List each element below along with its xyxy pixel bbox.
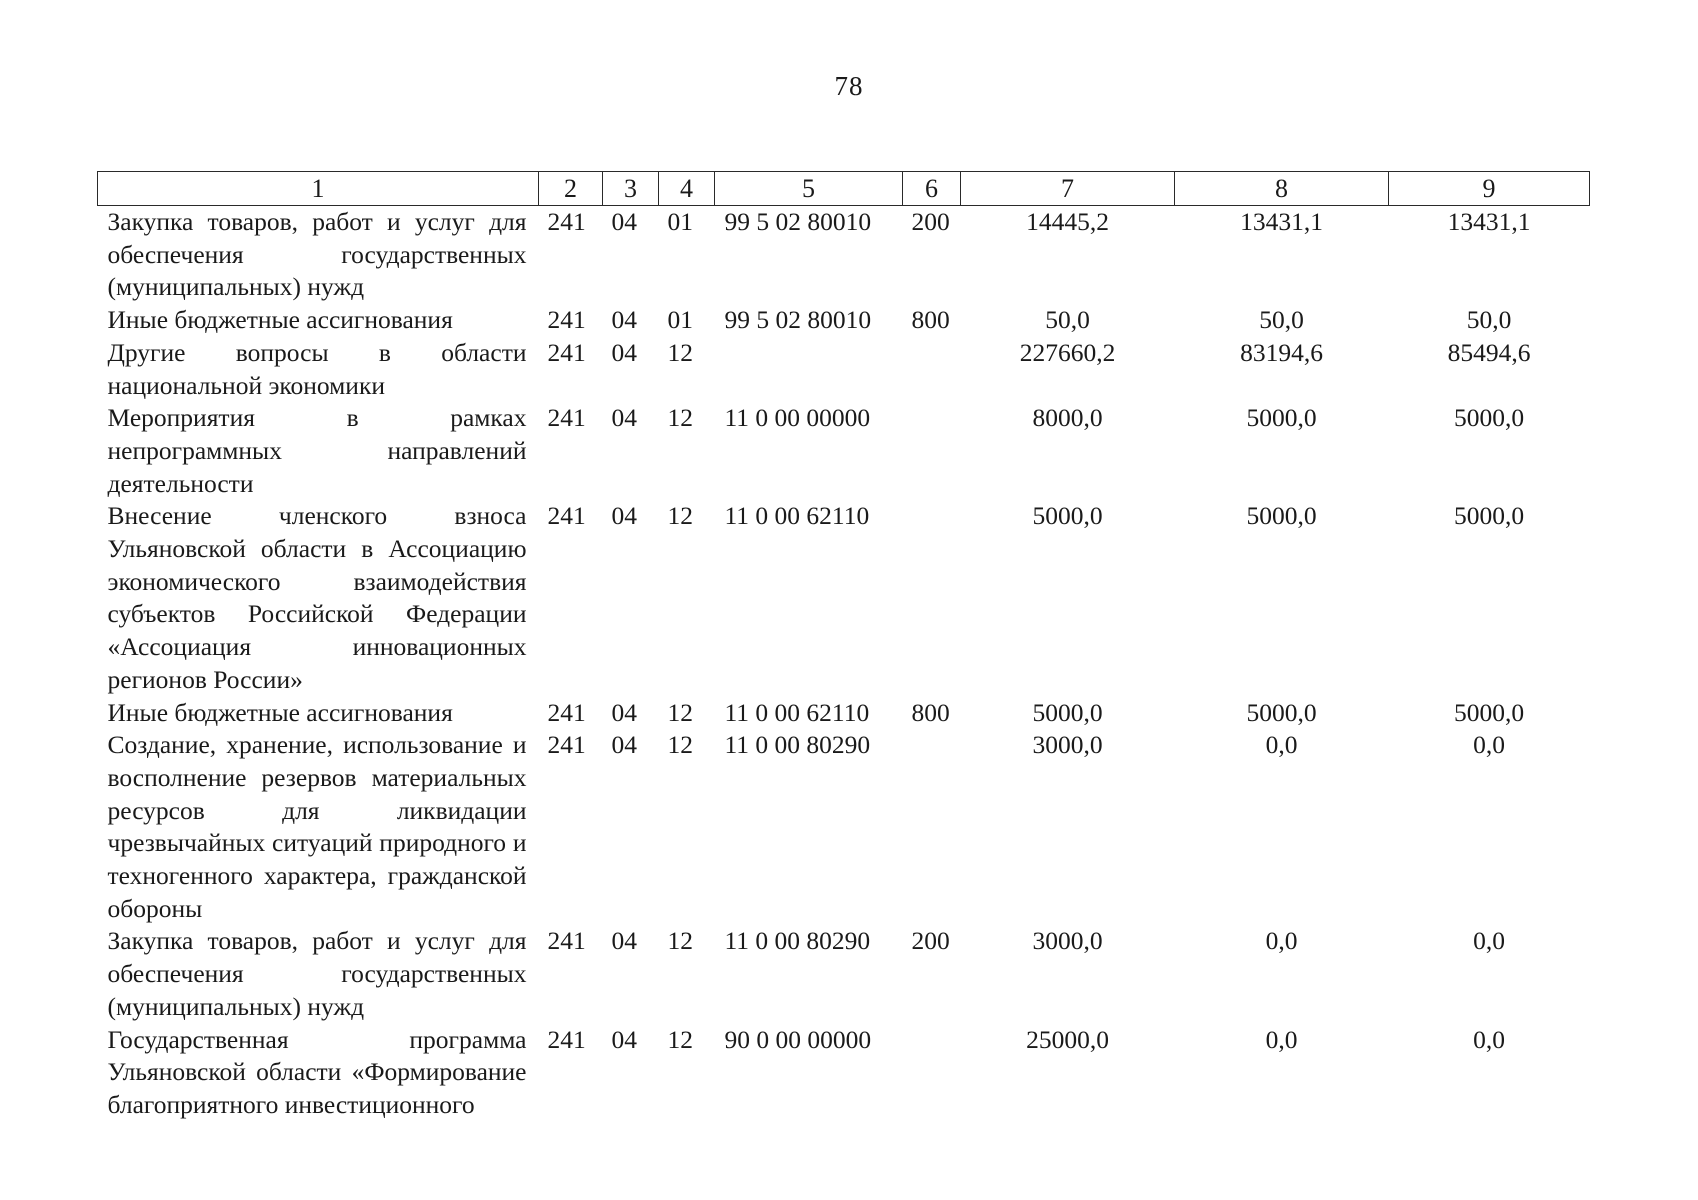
cell-y3: 5000,0 (1453, 403, 1525, 433)
cell-y3: 13431,1 (1447, 207, 1531, 236)
page-number-text: 78 (834, 71, 864, 101)
cell-vr: 800 (911, 305, 950, 335)
cell-cs (715, 337, 903, 402)
cell-cs: 11 0 00 00000 (724, 403, 871, 433)
cell-pr: 12 (667, 730, 693, 760)
cell-vr (903, 337, 961, 402)
header-cell-1: 1 (98, 172, 539, 206)
cell-rz: 04 (611, 337, 637, 367)
cell-gr: 241 (547, 1024, 586, 1054)
cell-y1: 3000,0 (1032, 926, 1103, 956)
cell-rz: 04 (611, 207, 637, 236)
header-cell-2: 2 (539, 172, 603, 206)
header-cell-5: 5 (715, 172, 903, 206)
cell-gr: 241 (547, 926, 586, 956)
table-row (98, 402, 1590, 500)
table-row (98, 697, 1590, 730)
cell-y2: 50,0 (1259, 305, 1304, 335)
cell-y3: 0,0 (1473, 1024, 1505, 1054)
table-row (98, 500, 1590, 696)
header-row (98, 172, 1590, 206)
cell-vr: 200 (911, 926, 950, 956)
cell-pr: 12 (667, 1024, 693, 1054)
cell-pr: 12 (667, 337, 693, 367)
cell-name: Другие вопросы в области национальной экономики (107, 337, 527, 400)
cell-rz: 04 (611, 697, 637, 727)
cell-cs: 11 0 00 80290 (724, 730, 871, 760)
table-row (98, 337, 1590, 402)
table-row (98, 729, 1590, 925)
cell-pr: 12 (667, 403, 693, 433)
budget-table (97, 171, 1590, 1122)
cell-name: Создание, хранение, использование и восполнение резервов материальных ресурсов для ликвидации чрезвычайных ситуаций природного и техногенного характера, гражданской обороны (107, 730, 527, 923)
cell-name: Закупка товаров, работ и услуг для обеспечения государственных (муниципальных) нужд (107, 207, 527, 302)
cell-y2: 0,0 (1265, 1024, 1298, 1054)
header-cell-8: 8 (1175, 172, 1389, 206)
cell-y3: 85494,6 (1447, 337, 1531, 367)
cell-rz: 04 (611, 926, 637, 956)
cell-rz: 04 (611, 730, 637, 760)
cell-y2: 13431,1 (1240, 207, 1323, 236)
cell-gr: 241 (547, 730, 586, 760)
cell-y2: 0,0 (1265, 926, 1298, 956)
cell-vr (903, 500, 961, 696)
cell-y3: 5000,0 (1453, 501, 1525, 531)
cell-pr: 12 (667, 697, 693, 727)
cell-y2: 5000,0 (1246, 501, 1317, 531)
cell-name: Мероприятия в рамках непрограммных направлений деятельности (107, 403, 527, 498)
cell-y2: 5000,0 (1246, 403, 1317, 433)
cell-pr: 12 (667, 501, 693, 531)
cell-pr: 01 (667, 305, 693, 335)
cell-gr: 241 (547, 403, 586, 433)
cell-gr: 241 (547, 501, 586, 531)
cell-rz: 04 (611, 501, 637, 531)
cell-cs: 90 0 00 00000 (724, 1024, 872, 1054)
header-cell-6: 6 (903, 172, 961, 206)
cell-y2: 83194,6 (1240, 337, 1323, 367)
table-header (98, 172, 1590, 206)
cell-y3: 0,0 (1473, 730, 1505, 760)
cell-name: Закупка товаров, работ и услуг для обеспечения государственных (муниципальных) нужд (107, 926, 527, 1021)
cell-y1: 8000,0 (1032, 403, 1103, 433)
header-cell-4: 4 (659, 172, 715, 206)
cell-rz: 04 (611, 1024, 637, 1054)
page-number (0, 70, 1698, 102)
cell-y3: 50,0 (1466, 305, 1512, 335)
cell-cs: 11 0 00 80290 (724, 926, 871, 956)
cell-y1: 50,0 (1045, 305, 1090, 335)
cell-cs: 99 5 02 80010 (724, 207, 872, 236)
cell-vr: 800 (911, 697, 950, 727)
cell-cs: 11 0 00 62110 (724, 697, 870, 727)
cell-pr: 01 (667, 207, 693, 236)
header-cell-7: 7 (961, 172, 1175, 206)
cell-gr: 241 (547, 305, 586, 335)
header-cell-9: 9 (1389, 172, 1590, 206)
cell-cs: 99 5 02 80010 (724, 305, 872, 335)
table-row (98, 925, 1590, 1023)
cell-y3: 0,0 (1473, 926, 1505, 956)
header-cell-3: 3 (603, 172, 659, 206)
cell-gr: 241 (547, 697, 586, 727)
table-row (98, 206, 1590, 305)
cell-name: Иные бюджетные ассигнования (107, 305, 453, 335)
table-body (98, 206, 1590, 1122)
cell-vr (903, 729, 961, 925)
cell-vr (903, 1024, 961, 1122)
cell-name: Внесение членского взноса Ульяновской области в Ассоциацию экономического взаимодействия субъектов Российской Федерации «Ассоциация инновационных регионов России» (107, 501, 527, 694)
cell-name: Иные бюджетные ассигнования (107, 697, 453, 727)
cell-name: Государственная программа Ульяновской области «Формирование благоприятного инвестиционного (107, 1024, 527, 1119)
cell-pr: 12 (667, 926, 693, 956)
cell-y1: 25000,0 (1026, 1024, 1109, 1054)
cell-y1: 5000,0 (1032, 697, 1103, 727)
table-row (98, 304, 1590, 337)
cell-rz: 04 (611, 403, 637, 433)
cell-y2: 5000,0 (1246, 697, 1317, 727)
table-row (98, 1024, 1590, 1122)
cell-gr: 241 (547, 337, 586, 367)
cell-cs: 11 0 00 62110 (724, 501, 870, 531)
cell-gr: 241 (547, 207, 586, 236)
cell-vr: 200 (911, 207, 950, 236)
cell-rz: 04 (611, 305, 637, 335)
cell-y1: 5000,0 (1032, 501, 1103, 531)
cell-vr (903, 402, 961, 500)
cell-y1: 14445,2 (1026, 207, 1109, 236)
cell-y2: 0,0 (1265, 730, 1298, 760)
cell-y3: 5000,0 (1453, 697, 1525, 727)
cell-y1: 3000,0 (1032, 730, 1103, 760)
cell-y1: 227660,2 (1019, 337, 1116, 367)
